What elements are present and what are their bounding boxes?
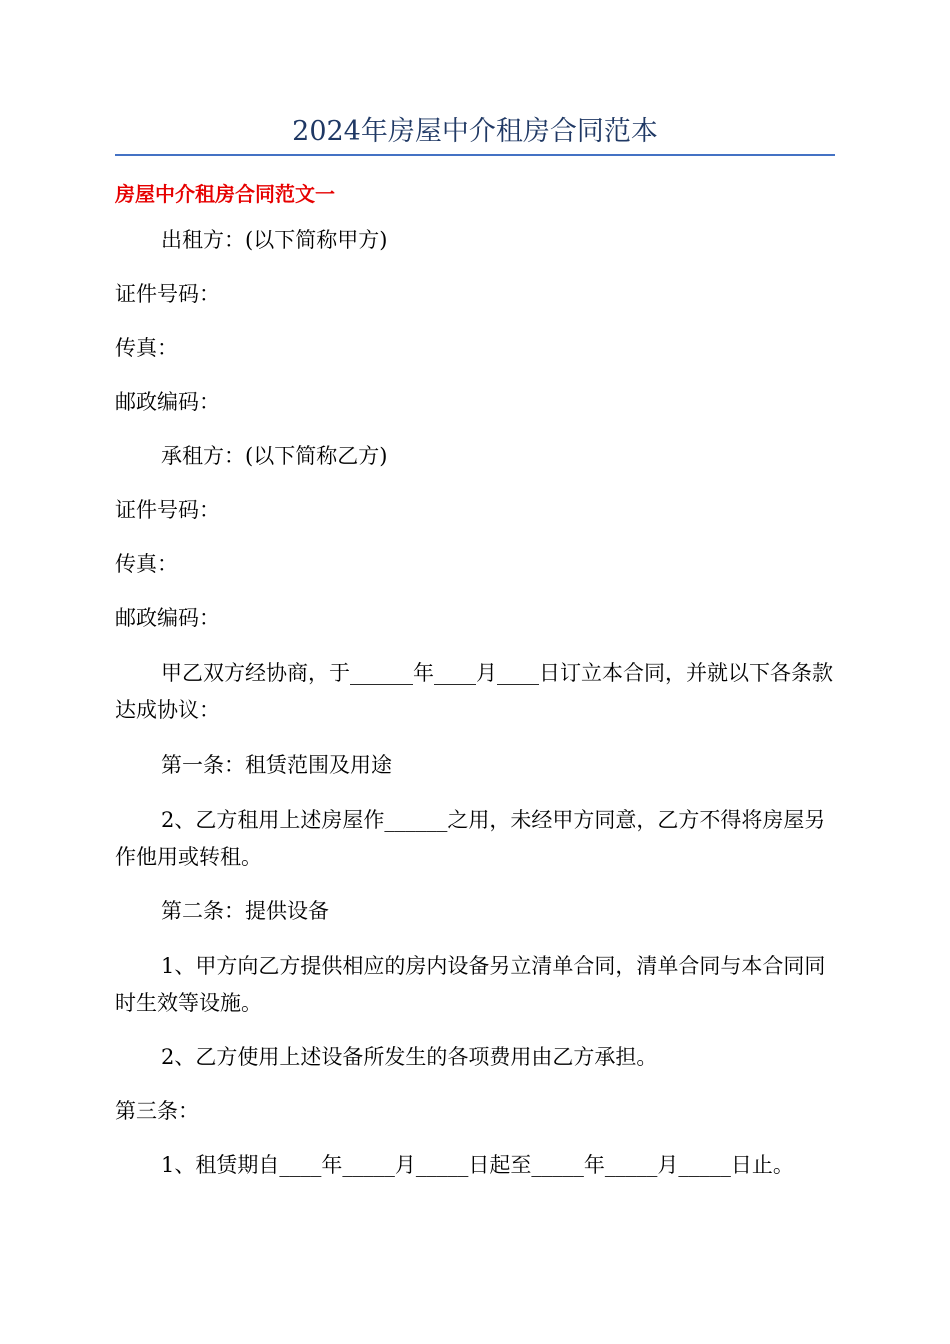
paragraph-lessor: 出租方：(以下简称甲方) <box>161 228 388 252</box>
article-2-clause-2: 2、乙方使用上述设备所发生的各项费用由乙方承担。 <box>161 1045 658 1069</box>
article-3-heading: 第三条： <box>115 1099 199 1123</box>
article-3-clause-1: 1、租赁期自____年_____月_____日起至_____年_____月_____日止。 <box>161 1153 794 1177</box>
paragraph-lessee-fax: 传真： <box>115 552 178 576</box>
paragraph-lessee-postcode: 邮政编码： <box>115 606 220 630</box>
section-heading: 房屋中介租房合同范文一 <box>115 182 335 206</box>
paragraph-lessee: 承租方：(以下简称乙方) <box>161 444 388 468</box>
article-1-clause-2: 2、乙方租用上述房屋作______之用，未经甲方同意，乙方不得将房屋另作他用或转租。 <box>115 808 826 869</box>
paragraph-lessee-id: 证件号码： <box>115 498 220 522</box>
paragraph-lessor-fax: 传真： <box>115 336 178 360</box>
article-2-clause-1: 1、甲方向乙方提供相应的房内设备另立清单合同，清单合同与本合同同时生效等设施。 <box>115 954 826 1015</box>
paragraph-lessor-id: 证件号码： <box>115 282 220 306</box>
article-1-heading: 第一条：租赁范围及用途 <box>161 753 392 777</box>
document-title: 2024年房屋中介租房合同范本 <box>292 116 658 147</box>
paragraph-lessor-postcode: 邮政编码： <box>115 390 220 414</box>
article-2-heading: 第二条：提供设备 <box>161 899 329 923</box>
paragraph-agreement-intro: 甲乙双方经协商，于______年____月____日订立本合同，并就以下各条款达成协议： <box>115 661 833 722</box>
title-underline <box>115 154 835 156</box>
